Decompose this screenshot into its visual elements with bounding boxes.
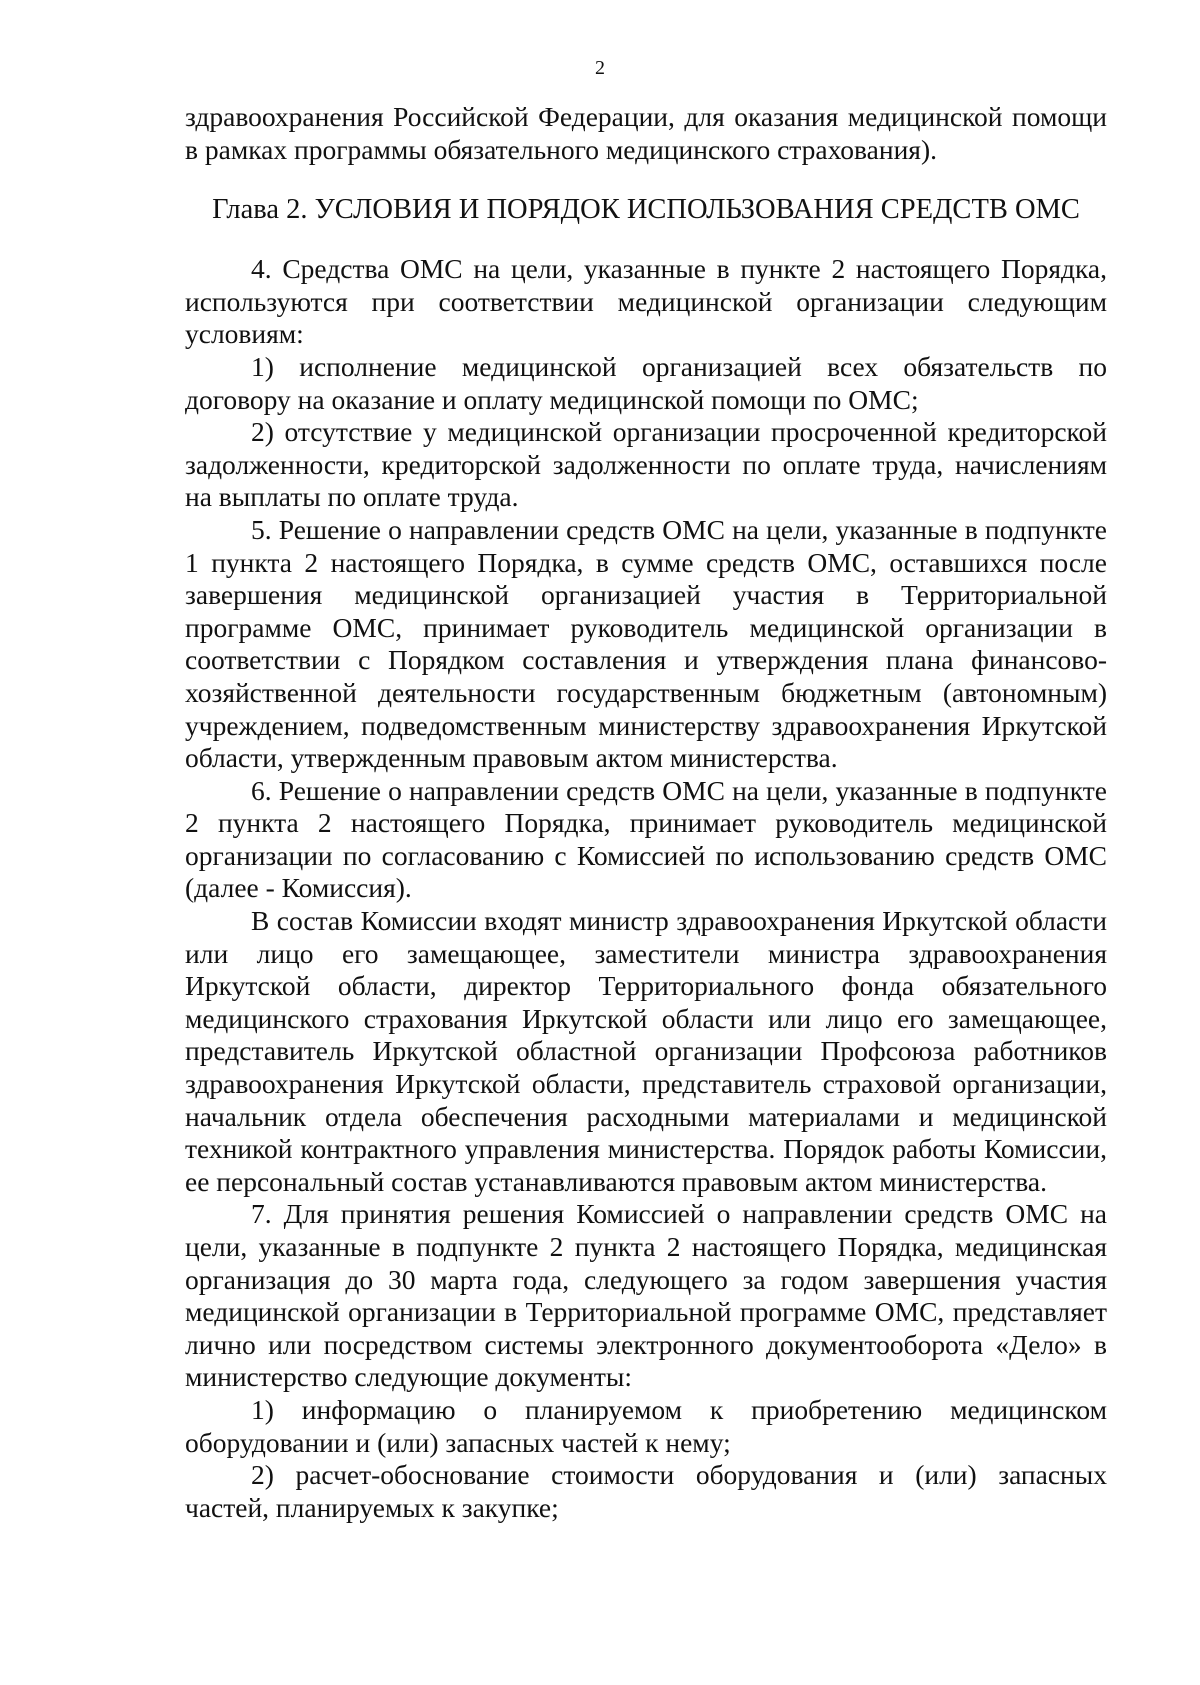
- paragraph-item-6: 6. Решение о направлении средств ОМС на цели, указанные в подпункте 2 пункта 2 настоящего Порядка, принимает руководитель медицинской организации по согласованию с Комиссией по использованию средств ОМС (далее - Комиссия).: [185, 774, 1107, 904]
- paragraph-item-7: 7. Для принятия решения Комиссией о направлении средств ОМС на цели, указанные в подпункте 2 пункта 2 настоящего Порядка, медицинская организация до 30 марта года, следующего за годом завершения участия медицинской организации в Территориальной программе ОМС, представляет лично или посредством системы электронного документооборота «Дело» в министерство следующие документы:: [185, 1198, 1107, 1393]
- chapter-heading: Глава 2. УСЛОВИЯ И ПОРЯДОК ИСПОЛЬЗОВАНИЯ СРЕДСТВ ОМС: [212, 194, 1080, 226]
- document-body: [185, 101, 1107, 1524]
- paragraph-item-5: 5. Решение о направлении средств ОМС на цели, указанные в подпункте 1 пункта 2 настоящего Порядка, в сумме средств ОМС, оставшихся после завершения медицинской организацией участия в Территориальной программе ОМС, принимает руководитель медицинской организации в соответствии с Порядком составления и утверждения плана финансово-хозяйственной деятельности государственным бюджетным (автономным) учреждением, подведомственным министерству здравоохранения Иркутской области, утвержденным правовым актом министерства.: [185, 513, 1107, 774]
- subparagraph-item-7-2: 2) расчет-обоснование стоимости оборудования и (или) запасных частей, планируемых к закупке;: [185, 1459, 1107, 1523]
- page-number: 2: [595, 57, 605, 79]
- commission-composition-paragraph: В состав Комиссии входят министр здравоохранения Иркутской области или лицо его замещающее, заместители министра здравоохранения Иркутской области, директор Территориального фонда обязательного медицинского страхования Иркутской области или лицо его замещающее, представитель Иркутской областной организации Профсоюза работников здравоохранения Иркутской области, представитель страховой организации, начальник отдела обеспечения расходными материалами и медицинской техникой контрактного управления министерства. Порядок работы Комиссии, ее персональный состав устанавливаются правовым актом министерства.: [185, 905, 1107, 1197]
- subparagraph-item-4-2: 2) отсутствие у медицинской организации просроченной кредиторской задолженности, кредиторской задолженности по оплате труда, начислениям на выплаты по оплате труда.: [185, 416, 1107, 513]
- paragraph-item-4: 4. Средства ОМС на цели, указанные в пункте 2 настоящего Порядка, используются при соответствии медицинской организации следующим условиям:: [185, 253, 1107, 350]
- subparagraph-item-7-1: 1) информацию о планируемом к приобретению медицинском оборудовании и (или) запасных частей к нему;: [185, 1393, 1107, 1458]
- continuation-paragraph: здравоохранения Российской Федерации, для оказания медицинской помощи в рамках программы обязательного медицинского страхования).: [185, 101, 1107, 165]
- subparagraph-item-4-1: 1) исполнение медицинской организацией всех обязательств по договору на оказание и оплату медицинской помощи по ОМС;: [185, 350, 1107, 415]
